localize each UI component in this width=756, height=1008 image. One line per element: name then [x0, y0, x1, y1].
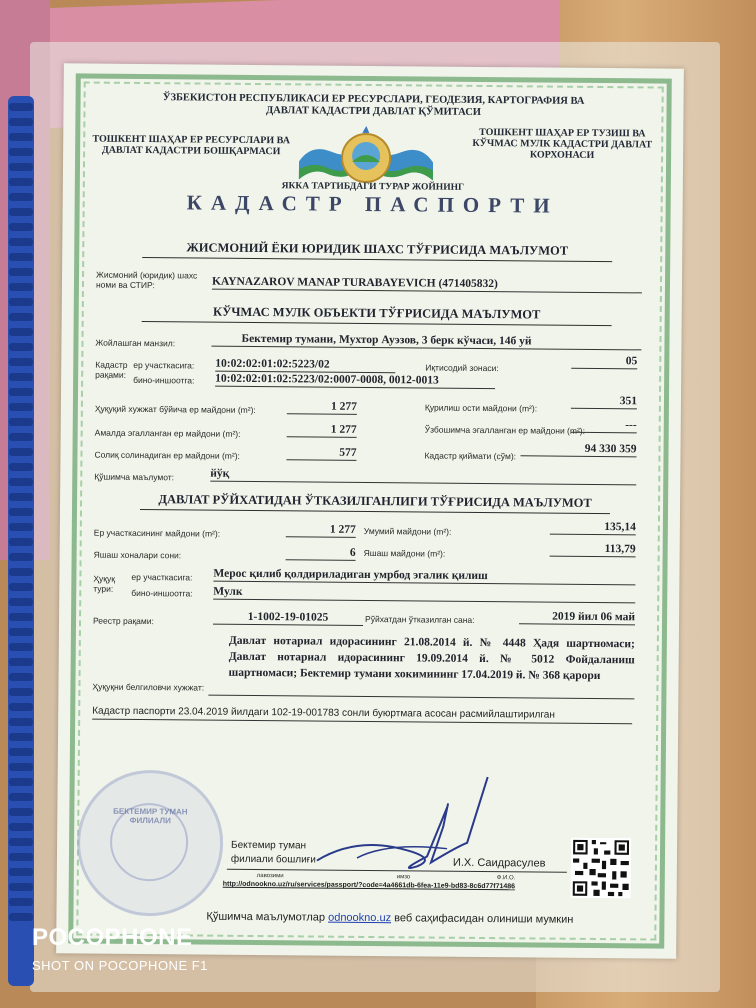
enterprise-right-title: ТОШКЕНТ ШАҲАР ЕР ТУЗИШ ВА КЎЧМАС МУЛК КАДАСТРИ ДАВЛАТ КОРХОНАСИ	[472, 126, 653, 161]
land-cadastre-value: 10:02:02:01:02:5223/02	[215, 357, 395, 374]
section-registration-title: ДАВЛАТ РЎЙХАТИДАН ЎТКАЗИЛГАНЛИГИ ТЎҒРИСИДА МАЪЛУМОТ	[140, 492, 610, 514]
department-left-title: ТОШКЕНТ ШАҲАР ЕР РЕСУРСЛАРИ ВА ДАВЛАТ КАДАСТРИ БОШҚАРМАСИ	[92, 133, 290, 158]
land-plot-label: ер участкасига:	[133, 359, 195, 371]
footer-note: Қўшимча маълумотлар odnookno.uz веб саҳифасидан олиниши мумкин	[206, 910, 574, 926]
extra-info-value: йўқ	[210, 467, 636, 486]
right-building-label: бино-иншоотга:	[131, 587, 193, 599]
legal-area-value: 1 277	[287, 399, 357, 415]
rooms-label: Яшаш хоналари сони:	[93, 549, 182, 561]
cadastre-number-label: Кадастр рақами:	[95, 359, 128, 380]
rooms-value: 6	[286, 545, 356, 561]
odnookno-link[interactable]: odnookno.uz	[328, 911, 392, 925]
extra-info-label: Қўшимча маълумот:	[94, 471, 175, 483]
legal-area-label: Ҳуқуқий хужжат бўйича ер майдони (m²):	[94, 403, 256, 415]
total-area-value: 135,14	[550, 520, 636, 536]
binder-spine	[8, 96, 34, 986]
stamp-text: БЕКТЕМИР ТУМАН ФИЛИАЛИ	[113, 806, 188, 826]
registration-date-label: Рўйхатдан ўтказилган сана:	[365, 613, 475, 625]
total-area-label: Умумий майдони (m²):	[363, 525, 452, 537]
registry-number-label: Реестр рақами:	[92, 615, 154, 627]
unauthorized-area-label: Ўзбошимча эгалланган ер майдони (m²):	[424, 424, 586, 436]
actual-area-label: Амалда эгалланган ер майдони (m²):	[94, 427, 241, 439]
handwritten-signature-icon	[297, 765, 498, 887]
built-area-value: 351	[571, 394, 637, 410]
signatory-name: И.Х. Саидрасулев	[452, 856, 546, 870]
cadastre-cost-value: 94 330 359	[520, 441, 636, 457]
building-cadastre-value: 10:02:02:01:02:5223/02:0007-0008, 0012-0013	[215, 372, 495, 389]
registry-number-value: 1-1002-19-01025	[213, 610, 363, 626]
document-title: КАДАСТР ПАСПОРТИ	[186, 190, 559, 218]
section-person-title: ЖИСМОНИЙ ЁКИ ЮРИДИК ШАХС ТЎҒРИСИДА МАЪЛУМОТ	[142, 240, 612, 262]
cadastre-passport-document	[56, 63, 684, 958]
official-stamp	[76, 769, 223, 916]
address-value: Бектемир тумани, Мухтор Ауэзов, 3 берк кўчаси, 14б уй	[211, 332, 641, 351]
caption-name: Ф.И.О.	[496, 875, 516, 882]
unauthorized-area-value: ---	[571, 418, 637, 434]
land-area-value: 1 277	[286, 522, 356, 538]
right-land-value: Мерос қилиб қолдириладиган умрбод эгалик қилиш	[213, 567, 635, 586]
title-document-label: Ҳуқуқни белгиловчи хужжат:	[92, 681, 205, 693]
title-document-value: Давлат нотариал идорасининг 21.08.2014 й. № 4448 Ҳадя шартномаси; Давлат нотариал идорасининг 19.09.2014 й. № 5012 Фойдаланиш шартномаси; Бектемир тумани хокимининг 17.04.2019 й. № 368 қарори	[228, 634, 635, 683]
building-label: бино-иншоотга:	[133, 374, 195, 386]
caption-position: лавозими	[256, 873, 284, 880]
camera-watermark-brand: POCOPHONE	[32, 924, 193, 951]
taxable-area-label: Солиқ солинадиган ер майдони (m²):	[94, 449, 240, 461]
issued-note: Кадастр паспорти 23.04.2019 йилдаги 102-19-001783 сонли буюртмага асосан расмийлаштирилган	[92, 706, 632, 725]
right-land-label: ер участкасига:	[131, 571, 193, 583]
actual-area-value: 1 277	[287, 422, 357, 438]
camera-watermark-model: SHOT ON POCOPHONE F1	[32, 958, 208, 973]
economic-zone-label: Иқтисодий зонаси:	[425, 362, 499, 374]
registration-date-value: 2019 йил 06 май	[519, 609, 635, 625]
land-area-label: Ер участкасининг майдони (m²):	[93, 527, 221, 539]
caption-signature: имзо	[396, 874, 411, 881]
document-subtitle: ЯККА ТАРТИБДАГИ ТУРАР ЖОЙНИНГ	[281, 181, 465, 193]
verification-url-link[interactable]: http://odnookno.uz/ru/services/passport/?code=4a4661db-6fea-11e9-bd83-8c6d77f71486	[222, 880, 516, 891]
owner-label: Жисмоний (юридик) шахс номи ва СТИР:	[95, 269, 198, 291]
taxable-area-value: 577	[286, 445, 356, 461]
right-building-value: Мулк	[213, 585, 635, 604]
address-label: Жойлашган манзил:	[95, 337, 176, 349]
cadastre-cost-label: Кадастр қиймати (сўм):	[424, 450, 517, 462]
signatory-position: Бектемир туман филиали бошлиғи	[230, 839, 316, 866]
living-area-value: 113,79	[550, 542, 636, 558]
owner-value: KAYNAZAROV MANAP TURABAYEVICH (471405832)	[212, 275, 642, 294]
section-property-title: КЎЧМАС МУЛК ОБЪЕКТИ ТЎҒРИСИДА МАЪЛУМОТ	[142, 304, 612, 326]
qr-code-icon	[571, 838, 632, 899]
economic-zone-value: 05	[571, 354, 637, 370]
committee-title: ЎЗБЕКИСТОН РЕСПУБЛИКАСИ ЕР РЕСУРСЛАРИ, ГЕОДЕЗИЯ, КАРТОГРАФИЯ ВА ДАВЛАТ КАДАСТРИ ДАВЛАТ ҚЎМИТАСИ	[162, 92, 585, 118]
right-type-label: Ҳуқуқ тури:	[93, 573, 116, 594]
built-area-label: Қурилиш ости майдони (m²):	[424, 402, 538, 414]
living-area-label: Яшаш майдони (m²):	[363, 547, 446, 559]
